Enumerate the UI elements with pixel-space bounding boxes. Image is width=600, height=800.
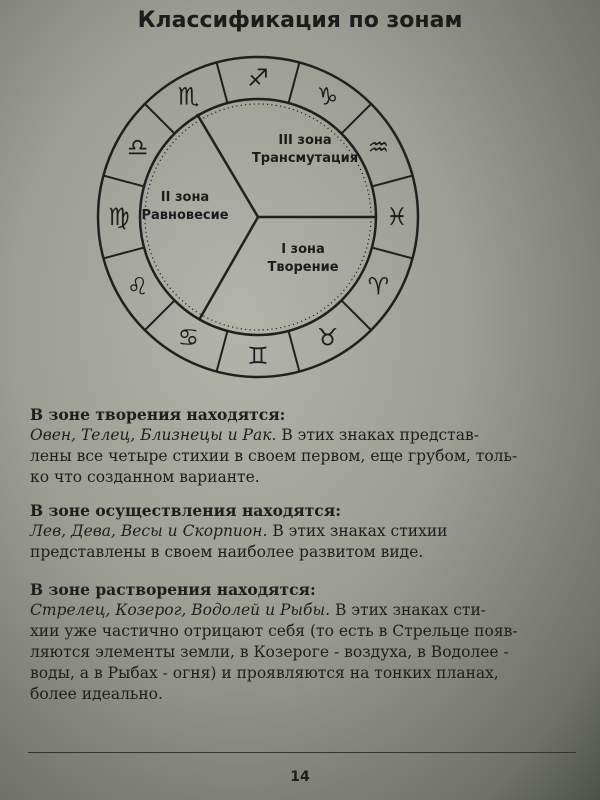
zodiac-sign-glyph: ♋ — [177, 323, 200, 352]
zone1-name: Творение — [267, 260, 339, 275]
section-creation — [30, 404, 578, 488]
section-text: В этих знаках сти- — [330, 601, 487, 619]
section-text-line: более идеально. — [30, 685, 163, 703]
sign-divider — [341, 104, 371, 134]
section-dissolution — [30, 579, 578, 705]
zodiac-sign-glyph: ♒ — [367, 133, 390, 162]
section-signs: Овен, Телец, Близнецы и Рак. — [30, 426, 277, 444]
sign-divider — [103, 248, 144, 259]
page-number: 14 — [290, 769, 310, 785]
section-text-line: ко что созданном варианте. — [30, 468, 260, 486]
zone2-name: Равновесие — [141, 208, 229, 223]
sign-divider — [372, 248, 413, 259]
zodiac-sign-glyph: ♍ — [108, 203, 130, 231]
sign-divider — [217, 331, 228, 372]
zodiac-sign-glyph: ♏ — [177, 82, 200, 111]
zone3-name: Трансмутация — [251, 151, 359, 166]
zodiac-sign-glyph: ♈ — [367, 272, 390, 301]
zodiac-wheel — [85, 52, 431, 386]
sign-divider — [103, 176, 144, 187]
sign-divider — [341, 300, 371, 330]
section-text-line: лены все четыре стихии в своем первом, еще грубом, толь- — [30, 447, 518, 465]
section-text-line: ляются элементы земли, в Козероге - воздуха, в Водолее - — [30, 643, 509, 661]
sign-divider — [145, 104, 175, 134]
zodiac-sign-glyph: ♎ — [126, 133, 149, 162]
zone2-title: II зона — [160, 190, 210, 205]
section-heading: В зоне осуществления находятся: — [30, 501, 341, 520]
sign-divider — [289, 62, 300, 103]
zodiac-sign-glyph: ♐ — [247, 64, 269, 92]
section-text-line: представлены в своем наиболее развитом виде. — [30, 543, 424, 561]
section-signs: Лев, Дева, Весы и Скорпион. — [30, 522, 268, 540]
page-title: Классификация по зонам — [137, 8, 463, 33]
section-heading: В зоне растворения находятся: — [30, 580, 316, 599]
footer-rule — [28, 752, 576, 753]
section-text-line: хии уже частично отрицают себя (то есть в Стрельце появ- — [30, 622, 518, 640]
zone1-title: I зона — [281, 242, 325, 257]
section-text-line: воды, а в Рыбах - огня) и проявляются на тонких планах, — [30, 664, 499, 682]
section-heading: В зоне творения находятся: — [30, 405, 286, 424]
zodiac-sign-glyph: ♓ — [386, 203, 408, 231]
section-text: В этих знаках представ- — [276, 426, 479, 444]
sign-divider — [289, 331, 300, 372]
sign-divider — [372, 176, 413, 187]
zodiac-sign-glyph: ♌ — [126, 272, 149, 301]
section-signs: Стрелец, Козерог, Водолей и Рыбы. — [30, 601, 331, 619]
sign-divider — [145, 300, 175, 330]
zodiac-sign-glyph: ♑ — [316, 82, 339, 111]
sign-divider — [217, 62, 228, 103]
section-text: В этих знаках стихии — [267, 522, 448, 540]
zodiac-sign-glyph: ♉ — [316, 323, 339, 352]
zone3-title: III зона — [278, 133, 332, 148]
section-realization — [30, 500, 578, 563]
zodiac-sign-glyph: ♊ — [247, 342, 269, 370]
